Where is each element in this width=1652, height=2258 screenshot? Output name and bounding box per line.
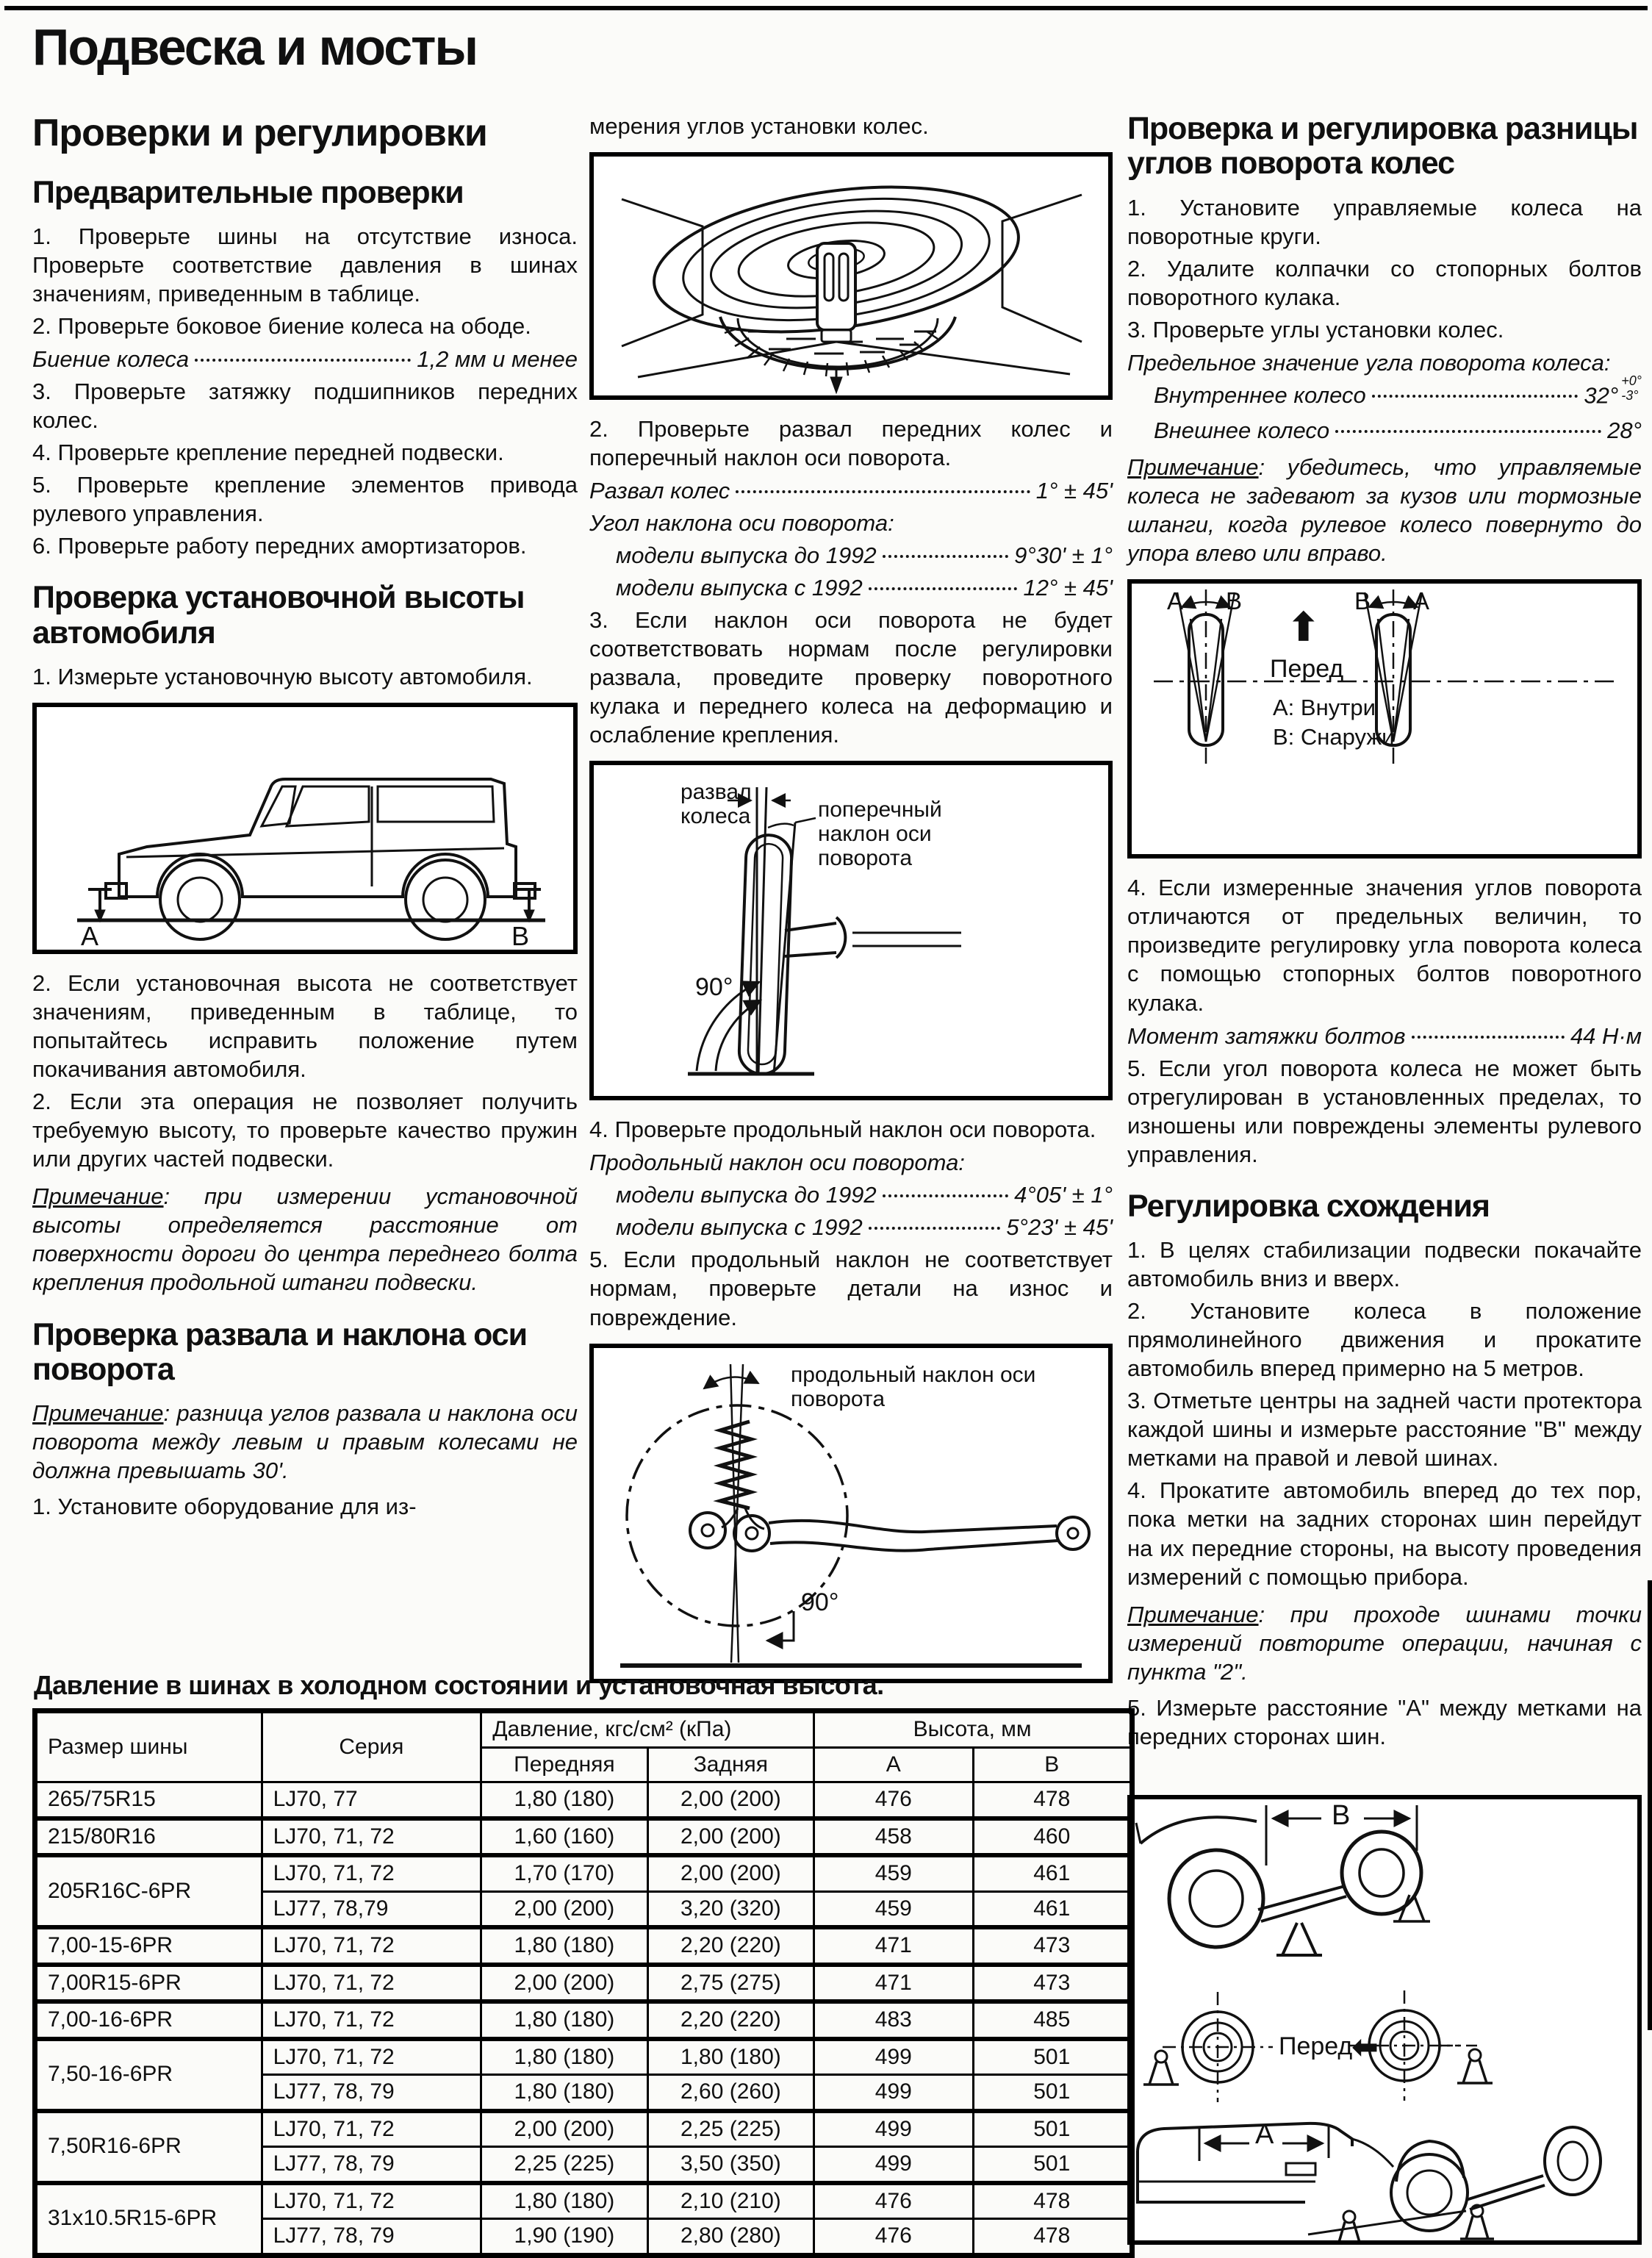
cell-b: 501 xyxy=(973,2147,1132,2183)
cell-a: 499 xyxy=(814,2039,973,2075)
col-header-series: Серия xyxy=(262,1711,481,1782)
cell-series: LJ70, 71, 72 xyxy=(262,2183,481,2219)
step-turn-3: 3. Проверьте углы установки колес. xyxy=(1127,316,1504,343)
step-caster-4: 4. Проверьте продольный наклон оси поворота. xyxy=(589,1117,1096,1143)
spec-label: Момент затяжки болтов xyxy=(1127,1022,1406,1049)
ride-height-diagram xyxy=(32,703,578,954)
step-equipment: 1. Установите оборудование для из- xyxy=(32,1494,417,1520)
dotted-leader xyxy=(736,490,1030,493)
cell-rear: 2,60 (260) xyxy=(647,2075,814,2111)
table-row xyxy=(35,1818,1132,1856)
cell-rear: 2,80 (280) xyxy=(647,2219,814,2256)
dotted-leader xyxy=(1372,395,1579,398)
cell-b: 473 xyxy=(973,1965,1132,2002)
cell-a: 459 xyxy=(814,1855,973,1891)
spec-value: 1° ± 45' xyxy=(1035,478,1113,504)
spec-label: Внутреннее колесо xyxy=(1154,382,1366,409)
camber-kpi-diagram xyxy=(589,761,1113,1100)
cell-front: 2,25 (225) xyxy=(481,2147,647,2183)
cell-front: 1,70 (170) xyxy=(481,1855,647,1891)
step-pre-1: 1. Проверьте шины на отсутствие износа. Проверьте соответствие давления в шинах значениям, приведенным в таблице. xyxy=(32,223,578,307)
cell-rear: 2,20 (220) xyxy=(647,2001,814,2039)
header-row-1 xyxy=(35,1711,1132,1748)
cell-b: 460 xyxy=(973,1818,1132,1856)
spec-value: 44 Н·м xyxy=(1570,1022,1642,1049)
subheading-preliminary-checks: Предварительные проверки xyxy=(32,174,464,210)
note-label: Примечание xyxy=(32,1400,164,1427)
legend-a-inside: A: Внутри xyxy=(1273,695,1376,721)
cell-front: 1,80 (180) xyxy=(481,2183,647,2219)
cell-a: 499 xyxy=(814,2075,973,2111)
cell-front: 1,90 (190) xyxy=(481,2219,647,2256)
cell-rear: 2,75 (275) xyxy=(647,1965,814,2002)
cell-front: 2,00 (200) xyxy=(481,1965,647,2002)
toe-diagram-wrap xyxy=(1127,1795,1642,2245)
dotted-leader xyxy=(883,555,1008,558)
dotted-leader xyxy=(869,1227,1001,1230)
cell-size: 7,00-15-6PR xyxy=(35,1927,262,1965)
table-title: Давление в шинах в холодном состоянии и установочная высота. xyxy=(34,1670,884,1700)
section-heading-checks: Проверки и регулировки xyxy=(32,112,487,154)
cell-front: 1,80 (180) xyxy=(481,2039,647,2075)
alignment-gauge-diagram xyxy=(589,152,1113,400)
subheading-toe-adjustment: Регулировка схождения xyxy=(1127,1188,1490,1224)
cell-b: 501 xyxy=(973,2039,1132,2075)
cell-series: LJ70, 71, 72 xyxy=(262,2111,481,2147)
cell-series: LJ70, 71, 72 xyxy=(262,1965,481,2002)
cell-a: 476 xyxy=(814,2219,973,2256)
right-column xyxy=(1127,112,1642,1755)
front-direction-arrow-icon: ⬆ xyxy=(1288,606,1320,650)
spec-row-camber xyxy=(589,478,1113,504)
dotted-leader xyxy=(1412,1036,1565,1039)
spec-row-kpi-post1992 xyxy=(616,575,1113,601)
tolerance-minus: -3° xyxy=(1621,387,1639,403)
spec-value: 12° ± 45' xyxy=(1023,575,1113,601)
cell-size: 7,00-16-6PR xyxy=(35,2001,262,2039)
subheading-turning-angle: Проверка и регулировка разницы углов поворота колес xyxy=(1127,111,1638,182)
spec-row-kpi-pre1992 xyxy=(616,542,1113,569)
step-pre-5: 5. Проверьте крепление элементов привода рулевого управления. xyxy=(32,472,578,527)
spec-heading-turn-limit: Предельное значение угла поворота колеса: xyxy=(1127,349,1611,376)
note-text: : разница углов развала и наклона оси поворота между левым и правым колесами не должна превышать 30'. xyxy=(32,1400,578,1484)
tolerance-stack xyxy=(1621,373,1642,403)
cell-a: 499 xyxy=(814,2111,973,2147)
step-camber-3: 3. Если наклон оси поворота не будет соответствовать нормам после регулировки развала, проведите проверку поворотного кулака и переднего колеса на деформацию и ослабление крепления. xyxy=(589,607,1113,748)
dotted-leader xyxy=(195,359,411,362)
angle-label-a-right: A xyxy=(1413,587,1430,615)
wheel-gauge-art xyxy=(594,157,1108,395)
cell-rear: 2,20 (220) xyxy=(647,1927,814,1965)
turning-angle-art xyxy=(1132,584,1637,854)
cell-a: 471 xyxy=(814,1927,973,1965)
spec-label: модели выпуска с 1992 xyxy=(616,575,863,601)
spec-label: Развал колес xyxy=(589,478,730,504)
cell-b: 478 xyxy=(973,1782,1132,1818)
dimension-label-a: A xyxy=(81,921,99,951)
cell-b: 478 xyxy=(973,2219,1132,2256)
note-text: : при проходе шинами точки измерений повторите операции, начиная с пункта "2". xyxy=(1127,1601,1642,1685)
step-height-1: 1. Измерьте установочную высоту автомобиля. xyxy=(32,663,533,689)
step-toe-4: 4. Прокатите автомобиль вперед до тех пор, пока метки на задних сторонах шин перейдут на их передние стороны, на высоту проведения измерений с помощью прибора. xyxy=(1127,1477,1642,1590)
tire-pressure-table xyxy=(32,1708,1135,2258)
legend-b-outside: B: Снаружи xyxy=(1273,724,1395,750)
spec-value xyxy=(1584,373,1642,412)
spec-row-bolt-torque xyxy=(1127,1023,1642,1050)
spec-row-caster-pre1992 xyxy=(616,1182,1113,1208)
step-toe-2: 2. Установите колеса в положение прямолинейного движения и прокатите автомобиль вперед примерно на 5 метров. xyxy=(1127,1298,1642,1382)
note-steering-clearance xyxy=(1127,453,1642,567)
step-height-2: 2. Если установочная высота не соответствует значениям, приведенным в таблице, то попытайтесь исправить положение путем покачивания автомобиля. xyxy=(32,970,578,1083)
note-ride-height xyxy=(32,1182,578,1297)
cell-a: 458 xyxy=(814,1818,973,1856)
cell-b: 485 xyxy=(973,2001,1132,2039)
cell-series: LJ77, 78, 79 xyxy=(262,2147,481,2183)
step-pre-3: 3. Проверьте затяжку подшипников передних колес. xyxy=(32,379,578,434)
cell-b: 501 xyxy=(973,2075,1132,2111)
tire-pressure-table-section xyxy=(32,1670,1136,2258)
step-height-3: 2. Если эта операция не позволяет получить требуемую высоту, то проверьте качество пружин или других частей подвески. xyxy=(32,1089,578,1172)
angle-label-b-left: B xyxy=(1226,587,1243,615)
cell-a: 476 xyxy=(814,2183,973,2219)
cell-rear: 2,00 (200) xyxy=(647,1782,814,1818)
cell-b: 461 xyxy=(973,1891,1132,1927)
col-header-b: В xyxy=(973,1747,1132,1782)
scan-edge-artifact xyxy=(1648,1580,1652,2030)
spec-row-caster-post1992 xyxy=(616,1214,1113,1241)
cell-front: 2,00 (200) xyxy=(481,1891,647,1927)
step-toe-3: 3. Отметьте центры на задней части протектора каждой шины и измерьте расстояние "В" между метками на правой и левой шинах. xyxy=(1127,1388,1642,1472)
spec-value: 5°23' ± 45' xyxy=(1006,1214,1113,1241)
cell-size: 265/75R15 xyxy=(35,1782,262,1818)
spec-label: Биение колеса xyxy=(32,346,190,373)
col-header-rear: Задняя xyxy=(647,1747,814,1782)
cell-front: 2,00 (200) xyxy=(481,2111,647,2147)
cell-b: 473 xyxy=(973,1927,1132,1965)
subheading-ride-height: Проверка установочной высоты автомобиля xyxy=(32,580,525,650)
car-side-view-art xyxy=(37,707,573,950)
cell-front: 1,80 (180) xyxy=(481,1927,647,1965)
spec-label: Внешнее колесо xyxy=(1154,417,1330,444)
table-row xyxy=(35,2039,1132,2075)
cell-b: 478 xyxy=(973,2183,1132,2219)
toe-measurement-diagram xyxy=(1127,1795,1642,2245)
step-pre-4: 4. Проверьте крепление передней подвески. xyxy=(32,440,504,466)
subheading-camber-kpi: Проверка развала и наклона оси поворота xyxy=(32,1316,528,1387)
cell-size: 215/80R16 xyxy=(35,1818,262,1856)
front-direction-arrow-icon: ⬅ xyxy=(1352,2029,1379,2064)
note-label: Примечание xyxy=(1127,454,1259,481)
step-turn-1: 1. Установите управляемые колеса на поворотные круги. xyxy=(1127,194,1642,249)
cell-front: 1,60 (160) xyxy=(481,1818,647,1856)
col-header-a: А xyxy=(814,1747,973,1782)
front-label: Перед xyxy=(1279,2032,1353,2060)
cell-a: 499 xyxy=(814,2147,973,2183)
spec-value: 28° xyxy=(1607,417,1642,444)
cell-series: LJ77, 78,79 xyxy=(262,1891,481,1927)
step-pre-2: 2. Проверьте боковое биение колеса на ободе. xyxy=(32,313,531,340)
step-caster-5: 5. Если продольный наклон не соответствует нормам, проверьте детали на износ и повреждение. xyxy=(589,1247,1113,1330)
cell-series: LJ70, 71, 72 xyxy=(262,1927,481,1965)
cell-series: LJ70, 71, 72 xyxy=(262,1818,481,1856)
middle-column xyxy=(589,112,1113,1698)
cell-rear: 3,50 (350) xyxy=(647,2147,814,2183)
cell-series: LJ70, 71, 72 xyxy=(262,1855,481,1891)
step-turn-4: 4. Если измеренные значения углов поворота отличаются от предельных величин, то произведите регулировку угла поворота колеса с помощью стопорных болтов поворотного кулака. xyxy=(1127,875,1642,1016)
table-row xyxy=(35,1855,1132,1891)
table-row xyxy=(35,2183,1132,2219)
spec-row-wheel-runout xyxy=(32,346,578,373)
note-text: : убедитесь, что управляемые колеса не задевают за кузов или тормозные шланги, когда рулевое колесо повернуто до упора влево или вправо. xyxy=(1127,454,1642,567)
spec-value: 4°05' ± 1° xyxy=(1014,1182,1113,1208)
caster-axis-label: продольный наклон оси поворота xyxy=(791,1362,1036,1411)
cell-front: 1,80 (180) xyxy=(481,2075,647,2111)
cell-front: 1,80 (180) xyxy=(481,2001,647,2039)
spec-heading-caster: Продольный наклон оси поворота: xyxy=(589,1150,965,1176)
page-title: Подвеска и мосты xyxy=(32,18,478,76)
angle-label-a-left: A xyxy=(1167,587,1184,615)
step-toe-5: 5. Измерьте расстояние "А" между метками на передних сторонах шин. xyxy=(1127,1694,1642,1749)
page-top-rule xyxy=(4,6,1648,10)
cell-a: 471 xyxy=(814,1965,973,2002)
spec-label: модели выпуска до 1992 xyxy=(616,1182,877,1208)
col-header-tire-size: Размер шины xyxy=(35,1711,262,1782)
spec-label: модели выпуска до 1992 xyxy=(616,542,877,569)
cell-series: LJ70, 71, 72 xyxy=(262,2039,481,2075)
cell-rear: 2,25 (225) xyxy=(647,2111,814,2147)
table-row xyxy=(35,1782,1132,1818)
left-column xyxy=(32,112,578,1524)
note-text: : при измерении установочной высоты определяется расстояние от поверхности дороги до центра переднего болта крепления продольной штанги подвески. xyxy=(32,1183,578,1296)
cell-size: 7,50R16-6PR xyxy=(35,2111,262,2183)
note-label: Примечание xyxy=(1127,1601,1259,1627)
dotted-leader xyxy=(883,1194,1008,1197)
cell-size: 7,50-16-6PR xyxy=(35,2039,262,2111)
cell-rear: 2,00 (200) xyxy=(647,1818,814,1856)
spec-heading-kpi: Угол наклона оси поворота: xyxy=(589,510,894,537)
cell-size: 7,00R15-6PR xyxy=(35,1965,262,2002)
front-label: Перед xyxy=(1270,655,1344,684)
step-pre-6: 6. Проверьте работу передних амортизаторов. xyxy=(32,533,527,559)
step-turn-5: 5. Если угол поворота колеса не может быть отрегулирован в установленных пределах, то изношены или повреждены элементы рулевого управления. xyxy=(1127,1055,1642,1167)
cell-front: 1,80 (180) xyxy=(481,1782,647,1818)
angle-label-b-right: B xyxy=(1354,587,1371,615)
turning-angle-diagram xyxy=(1127,579,1642,859)
spec-value: 1,2 мм и менее xyxy=(417,346,578,373)
step-turn-2: 2. Удалите колпачки со стопорных болтов поворотного кулака. xyxy=(1127,255,1642,310)
cell-rear: 2,10 (210) xyxy=(647,2183,814,2219)
cell-rear: 3,20 (320) xyxy=(647,1891,814,1927)
spec-label: модели выпуска с 1992 xyxy=(616,1214,863,1241)
cell-b: 501 xyxy=(973,2111,1132,2147)
spec-row-outer-wheel xyxy=(1154,417,1642,444)
tolerance-plus: +0° xyxy=(1621,373,1642,388)
note-toe-repeat xyxy=(1127,1600,1642,1686)
toe-measurement-art xyxy=(1132,1799,1637,2240)
cell-series: LJ70, 77 xyxy=(262,1782,481,1818)
step-toe-1: 1. В целях стабилизации подвески покачайте автомобиль вниз и вверх. xyxy=(1127,1237,1642,1292)
spec-row-inner-wheel xyxy=(1154,373,1642,412)
cell-series: LJ77, 78, 79 xyxy=(262,2219,481,2256)
distance-label-a: A xyxy=(1255,2119,1274,2150)
table-row xyxy=(35,1927,1132,1965)
note-label: Примечание xyxy=(32,1183,164,1210)
step-equipment-continued: мерения углов установки колес. xyxy=(589,113,929,139)
dotted-leader xyxy=(869,587,1018,590)
inner-angle-value: 32° xyxy=(1584,382,1619,409)
cell-rear: 2,00 (200) xyxy=(647,1855,814,1891)
cell-a: 483 xyxy=(814,2001,973,2039)
angle-90-label: 90° xyxy=(801,1588,839,1616)
dotted-leader xyxy=(1335,430,1601,433)
kpi-arrow-label: поперечный наклон оси поворота xyxy=(818,798,942,871)
col-header-height: Высота, мм xyxy=(814,1711,1132,1748)
cell-series: LJ77, 78, 79 xyxy=(262,2075,481,2111)
table-row xyxy=(35,2001,1132,2039)
caster-diagram xyxy=(589,1344,1113,1683)
col-header-front: Передняя xyxy=(481,1747,647,1782)
table-row xyxy=(35,1965,1132,2002)
step-camber-2: 2. Проверьте развал передних колес и поперечный наклон оси поворота. xyxy=(589,416,1113,471)
cell-a: 476 xyxy=(814,1782,973,1818)
camber-arrow-label: развал колеса xyxy=(680,780,752,829)
cell-b: 461 xyxy=(973,1855,1132,1891)
table-row xyxy=(35,2111,1132,2147)
col-header-pressure: Давление, кгс/см² (кПа) xyxy=(481,1711,814,1748)
cell-size: 205R16C-6PR xyxy=(35,1855,262,1927)
distance-label-b: B xyxy=(1332,1800,1351,1831)
spec-value: 9°30' ± 1° xyxy=(1014,542,1113,569)
dimension-label-b: B xyxy=(511,921,530,951)
cell-size: 31x10.5R15-6PR xyxy=(35,2183,262,2256)
cell-rear: 1,80 (180) xyxy=(647,2039,814,2075)
note-camber-difference xyxy=(32,1399,578,1485)
cell-a: 459 xyxy=(814,1891,973,1927)
angle-90-label: 90° xyxy=(695,973,733,1002)
cell-series: LJ70, 71, 72 xyxy=(262,2001,481,2039)
